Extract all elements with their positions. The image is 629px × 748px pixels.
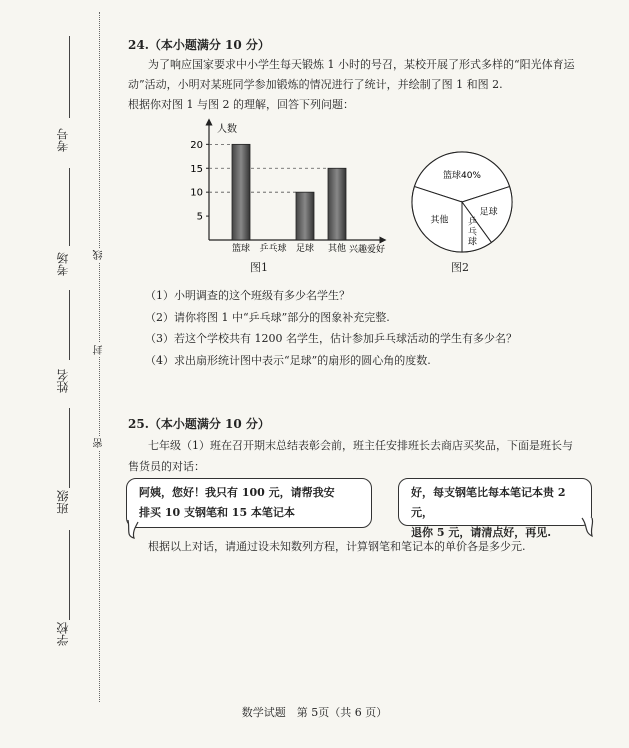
label-exam-number: 考号	[56, 128, 70, 152]
x-category-label: 足球	[295, 244, 315, 254]
field-line	[69, 168, 70, 246]
q25-intro-line2: 售货员的对话：	[128, 460, 205, 473]
pie-label: 球	[467, 237, 478, 248]
seal-dotted-line	[99, 12, 100, 702]
bar-足球	[296, 192, 314, 240]
field-line	[69, 408, 70, 488]
bar-篮球	[232, 144, 250, 240]
y-tick-label: 5	[196, 211, 203, 223]
pie-label: 乓	[467, 227, 478, 238]
seal-char-secret: 密	[94, 438, 105, 448]
q25-header: 25.（本小题满分 10 分）	[128, 417, 270, 431]
q24-part3: （3）若这个学校共有 1200 名学生，估计参加乒乓球活动的学生有多少名？	[145, 332, 517, 345]
pie-label: 足球	[479, 207, 498, 218]
seal-char-seal: 封	[94, 345, 105, 355]
dialogue-bubble-student	[126, 478, 372, 528]
x-category-label: 其他	[327, 244, 347, 254]
y-tick-label: 20	[190, 139, 203, 151]
q24-part2: （2）请你将图 1 中“乒乓球”部分的图象补充完整.	[145, 311, 390, 324]
student-line2: 排买 10 支钢笔和 15 本笔记本	[139, 506, 295, 519]
fig1-caption: 图1	[250, 261, 268, 274]
q25-closing: 根据以上对话，请通过设未知数列方程，计算钢笔和笔记本的单价各是多少元.	[148, 540, 526, 553]
bar-chart	[185, 118, 415, 278]
q24-intro-line1: 为了响应国家要求中小学生每天锻炼 1 小时的号召，某校开展了形式多样的“阳光体育运	[148, 58, 575, 71]
field-line	[69, 530, 70, 620]
q24-part1: （1）小明调查的这个班级有多少名学生？	[145, 289, 350, 302]
q25-intro-line1: 七年级（1）班在召开期末总结表彰会前，班主任安排班长去商店买奖品，下面是班长与	[148, 439, 573, 452]
bar-其他	[328, 168, 346, 240]
label-school: 学校	[56, 622, 70, 646]
x-category-label: 乒乓球	[259, 244, 287, 254]
label-class: 班级	[56, 490, 70, 514]
label-name: 姓名	[56, 369, 70, 393]
x-category-label: 篮球	[231, 244, 251, 254]
pie-label: 篮球40%	[442, 171, 482, 181]
pie-label: 乒	[467, 217, 478, 228]
clerk-line1: 好，每支钢笔比每本笔记本贵 2 元，	[411, 486, 566, 519]
clerk-bubble-tail	[580, 516, 600, 540]
binding-margin	[0, 0, 110, 748]
student-line1: 阿姨，您好！我只有 100 元，请帮我安	[139, 486, 335, 499]
y-tick-label: 15	[190, 163, 203, 175]
q24-intro-line2: 动”活动，小明对某班同学参加锻炼的情况进行了统计，并绘制了图 1 和图 2.	[128, 78, 503, 91]
seal-char-line: 线	[94, 250, 105, 260]
field-line	[69, 36, 70, 118]
clerk-line2: 退你 5 元，请清点好，再见.	[411, 526, 552, 539]
page-footer: 数学试题 第 5页（共 6 页）	[241, 706, 388, 719]
q24-part4: （4）求出扇形统计图中表示“足球”的扇形的圆心角的度数.	[145, 354, 431, 367]
y-tick-label: 10	[190, 187, 203, 199]
q24-intro-line3: 根据你对图 1 与图 2 的理解，回答下列问题：	[128, 98, 354, 111]
y-axis-label: 人数	[217, 124, 237, 135]
fig2-caption: 图2	[451, 261, 469, 274]
dialogue-bubble-clerk	[398, 478, 592, 539]
x-axis-label: 兴趣爱好	[349, 245, 386, 255]
label-exam-room: 考场	[56, 252, 70, 276]
field-line	[69, 290, 70, 360]
pie-chart	[407, 147, 517, 257]
pie-label: 其他	[430, 215, 449, 226]
q24-header: 24.（本小题满分 10 分）	[128, 38, 270, 52]
